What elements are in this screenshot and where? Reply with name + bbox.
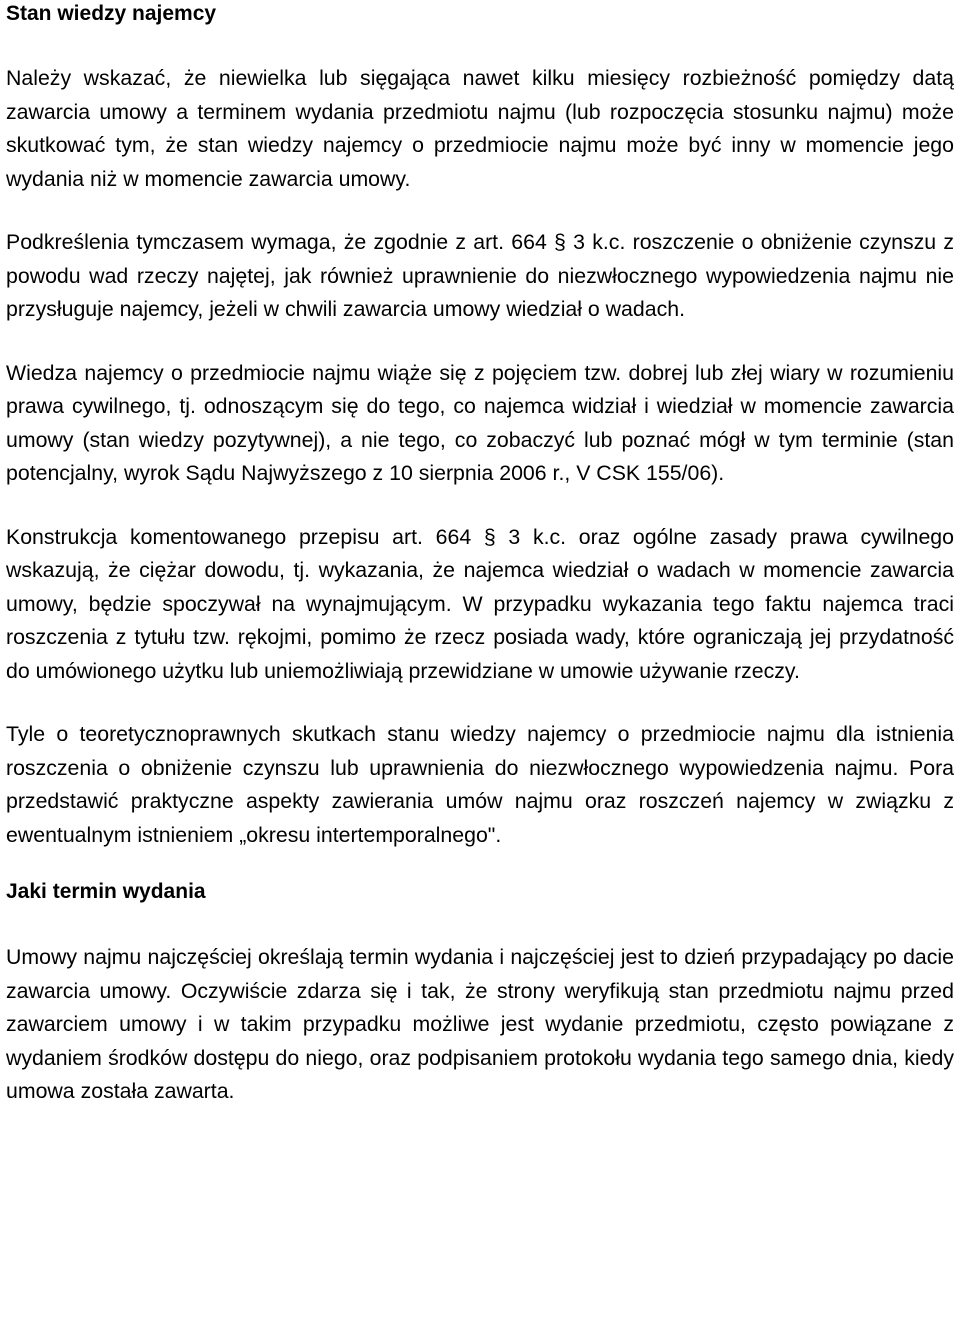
paragraph: Tyle o teoretycznoprawnych skutkach stanu wiedzy najemcy o przedmiocie najmu dla istnienia roszczenia o obniżenie czynszu lub uprawnienia do niezwłocznego wypowiedzenia najmu. Pora przedstawić praktyczne aspekty zawierania umów najmu oraz roszczeń najemcy w związku z ewentualnym istnieniem „okresu intertemporalnego".: [6, 722, 954, 847]
section-title: Stan wiedzy najemcy: [6, 2, 217, 25]
paragraph: Umowy najmu najczęściej określają termin wydania i najczęściej jest to dzień przypadający po dacie zawarcia umowy. Oczywiście zdarza się i tak, że strony weryfikują stan przedmiotu najmu przed zawarciem umowy i w takim przypadku możliwe jest wydanie przedmiotu, często powiązane z wydaniem środków dostępu do niego, oraz podpisaniem protokołu wydania tego samego dnia, kiedy umowa została zawarta.: [6, 945, 954, 1103]
paragraph: Wiedza najemcy o przedmiocie najmu wiąże się z pojęciem tzw. dobrej lub złej wiary w rozumieniu prawa cywilnego, tj. odnoszącym się do tego, co najemca widział i wiedział w momencie zawarcia umowy (stan wiedzy pozytywnej), a nie tego, co zobaczyć lub poznać mógł w tym terminie (stan potencjalny, wyrok Sądu Najwyższego z 10 sierpnia 2006 r., V CSK 155/06).: [6, 360, 954, 485]
paragraph: Należy wskazać, że niewielka lub sięgająca nawet kilku miesięcy rozbieżność pomiędzy datą zawarcia umowy a terminem wydania przedmiotu najmu (lub rozpoczęcia stosunku najmu) może skutkować tym, że stan wiedzy najemcy o przedmiocie najmu może być inny w momencie jego wydania niż w momencie zawarcia umowy.: [6, 66, 954, 191]
paragraph: Konstrukcja komentowanego przepisu art. 664 § 3 k.c. oraz ogólne zasady prawa cywilnego wskazują, że ciężar dowodu, tj. wykazania, że najemca wiedział o wadach w momencie zawarcia umowy, będzie spoczywał na wynajmującym. W przypadku wykazania tego faktu najemca traci roszczenia z tytułu tzw. rękojmi, pomimo że rzecz posiada wady, które ograniczają jej przydatność do umówionego użytku lub uniemożliwiają przewidziane w umowie używanie rzeczy.: [6, 524, 954, 683]
paragraph: Podkreślenia tymczasem wymaga, że zgodnie z art. 664 § 3 k.c. roszczenie o obniżenie czynszu z powodu wad rzeczy najętej, jak również uprawnienie do niezwłocznego wypowiedzenia najmu nie przysługuje najemcy, jeżeli w chwili zawarcia umowy wiedział o wadach.: [6, 230, 954, 321]
section-heading: Jaki termin wydania: [6, 880, 206, 903]
document-page: [6, 0, 954, 1139]
